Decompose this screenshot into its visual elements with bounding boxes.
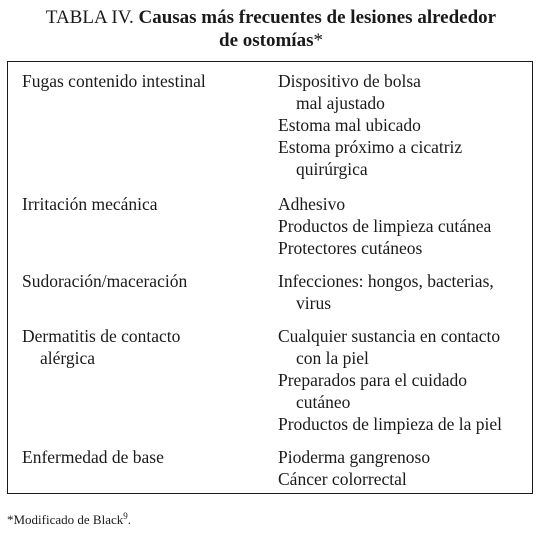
lesion-line: Cáncer colorrectal <box>278 469 407 489</box>
footnote-text: *Modificado de Black <box>7 512 124 527</box>
title-line-1 <box>0 6 542 29</box>
lesion-line: virus <box>296 293 331 313</box>
title-asterisk: * <box>313 30 323 51</box>
footnote-end: . <box>127 512 131 527</box>
lesion-cell <box>278 70 530 180</box>
footnote-reference: 9 <box>123 511 128 521</box>
lesion-line: Protectores cutáneos <box>278 238 423 258</box>
lesion-line: Pioderma gangrenoso <box>278 447 431 467</box>
lesion-cell <box>278 270 530 314</box>
lesion-line: Dispositivo de bolsa <box>278 71 421 91</box>
lesion-line: Estoma próximo a cicatriz <box>278 137 463 157</box>
cause-cell <box>22 446 267 468</box>
cause-line: Enfermedad de base <box>22 447 164 467</box>
title-text-1: Causas más frecuentes de lesiones alrededor <box>138 7 497 28</box>
lesion-cell <box>278 446 530 490</box>
cause-cell <box>22 70 267 92</box>
cause-line: Sudoración/maceración <box>22 271 188 291</box>
lesion-line: quirúrgica <box>296 159 368 179</box>
lesion-cell <box>278 193 530 259</box>
cause-line: Irritación mecánica <box>22 194 158 214</box>
cause-cell <box>22 325 267 369</box>
cause-line: Dermatitis de contacto <box>22 326 181 346</box>
lesion-line: Preparados para el cuidado <box>278 370 468 390</box>
lesion-line: Infecciones: hongos, bacterias, <box>278 271 494 291</box>
lesion-line: con la piel <box>296 348 369 368</box>
lesion-line: mal ajustado <box>296 93 385 113</box>
cause-line: alérgica <box>40 348 96 368</box>
lesion-cell <box>278 325 530 435</box>
causes-table <box>7 61 533 494</box>
title-line-2 <box>0 29 542 52</box>
lesion-line: cutáneo <box>296 392 351 412</box>
cause-line: Fugas contenido intestinal <box>22 71 206 91</box>
lesion-line: Adhesivo <box>278 194 346 214</box>
lesion-line: Cualquier sustancia en contacto <box>278 326 501 346</box>
title-text-2: de ostomías <box>219 30 314 51</box>
lesion-line: Estoma mal ubicado <box>278 115 421 135</box>
lesion-line: Productos de limpieza de la piel <box>278 414 503 434</box>
lesion-line: Productos de limpieza cutánea <box>278 216 492 236</box>
cause-cell <box>22 193 267 215</box>
cause-cell <box>22 270 267 292</box>
table-number: TABLA IV. <box>45 7 134 28</box>
table-title <box>0 6 542 52</box>
footnote <box>7 508 131 528</box>
